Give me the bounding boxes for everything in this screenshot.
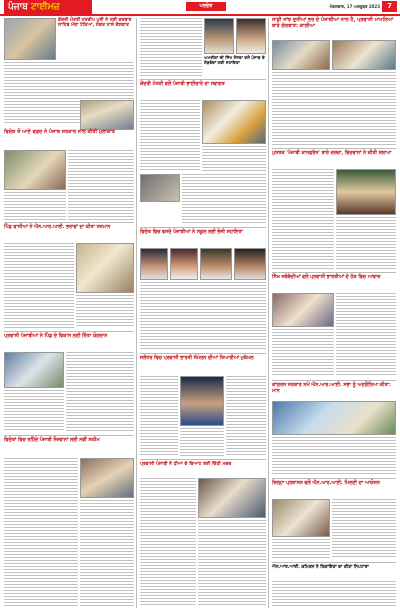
headline: ਪ੍ਰਵਾਸੀ ਪੰਜਾਬੀਆਂ ਨੇ ਪਿੰਡ ਦੇ ਵਿਕਾਸ ਲਈ ਦਿੱਤਾ ਯੋਗਦਾਨ bbox=[4, 334, 108, 339]
masthead bbox=[0, 0, 400, 14]
story-photo bbox=[80, 458, 134, 498]
story-photo bbox=[4, 150, 66, 190]
portrait-photo bbox=[200, 248, 232, 280]
story-photo bbox=[198, 478, 266, 518]
article-body bbox=[4, 458, 78, 606]
story-divider bbox=[272, 478, 396, 479]
portrait-photo bbox=[170, 248, 198, 280]
article-body bbox=[332, 499, 396, 559]
section-label: ਪਰਦੇਸ਼ bbox=[186, 2, 226, 11]
portrait-photo bbox=[236, 18, 266, 54]
story-divider bbox=[272, 380, 396, 381]
headline: ਵਿਦੇਸ਼ ਤੋਂ ਆਏ ਵਫ਼ਦ ਨੇ ਪੰਜਾਬ ਸਰਕਾਰ ਨਾਲ ਕੀਤੀ ਮੁਲਾਕਾਤ bbox=[4, 129, 115, 135]
headline: ਕੇਂਦਰੀ ਮੰਤਰੀ ਹਰਦੀਪ ਪੁਰੀ ਨੇ ਸ੍ਰੀ ਦਰਬਾਰ ਸਾਹਿਬ ਮੱਥਾ ਟੇਕਿਆ, ਸੰਗਤ ਨਾਲ ਗੱਲਬਾਤ bbox=[58, 18, 132, 29]
article-body bbox=[272, 539, 330, 559]
article-body bbox=[336, 217, 396, 269]
story-divider bbox=[140, 353, 266, 354]
headline: ਅਮਰੀਕਾ ਦੀ ਸਿੱਖ ਸੰਸਥਾ ਵਲੋਂ ਪੰਜਾਬ ਦੇ ਲੋੜਵੰਦਾਂ ਲਈ ਸਹਾਇਤਾ bbox=[204, 55, 265, 65]
story-photo bbox=[272, 40, 330, 70]
portrait-photo bbox=[234, 248, 266, 280]
article-body bbox=[4, 192, 66, 220]
column-divider bbox=[268, 18, 269, 608]
story-photo bbox=[4, 352, 64, 388]
story-photo bbox=[272, 401, 396, 435]
headline: ਪੁਸਤਕ 'ਪੰਜਾਬੀ ਕਾਨਫ਼ਰੰਸ' ਬਾਰੇ ਚਰਚਾ, ਵਿਦਵਾਨਾਂ ਨੇ ਕੀਤੀ ਸ਼ਲਾਘਾ bbox=[272, 151, 392, 156]
headline: ਪ੍ਰਵਾਸੀ ਪੰਜਾਬੀ ਨੇ ਧੀਆਂ ਦੇ ਵਿਆਹ ਲਈ ਦਿੱਤੀ ਮਦਦ bbox=[140, 462, 232, 467]
story-photo bbox=[272, 499, 330, 537]
story-divider bbox=[272, 562, 396, 563]
headline: ਸਿੱਖ ਜਥੇਬੰਦੀਆਂ ਵਲੋਂ ਪ੍ਰਵਾਸੀ ਭਾਰਤੀਆਂ ਦੇ ਹੱਕ ਵਿਚ ਆਵਾਜ਼ bbox=[272, 275, 381, 280]
article-body bbox=[4, 243, 74, 328]
story-divider bbox=[4, 435, 134, 436]
headline: ਜ਼ਿਲ੍ਹਾ ਪ੍ਰਸ਼ਾਸਨ ਵਲੋਂ ਐਨ.ਆਰ.ਆਈ. ਮਿਲਣੀ ਦਾ ਆਯੋਜਨ bbox=[272, 481, 380, 486]
story-divider bbox=[140, 227, 266, 228]
headline: ਕੇਂਦਰੀ ਮੰਤਰੀ ਵਲੋਂ ਪੰਜਾਬੀ ਭਾਈਚਾਰੇ ਦਾ ਸਵਾਗਤ bbox=[140, 82, 225, 87]
story-photo bbox=[80, 100, 134, 130]
headline: ਕਾਂਗਰਸ ਸਰਕਾਰ ਸਮੇਂ ਐਨ.ਆਰ.ਆਈ. ਸਭਾ ਨੂੰ ਅਣਗੌਲਿਆ ਕੀਤਾ: ਮਾਨ bbox=[272, 383, 391, 394]
story-divider bbox=[272, 272, 396, 273]
article-body bbox=[140, 282, 266, 350]
story-photo bbox=[140, 174, 180, 202]
portrait-photo bbox=[204, 18, 234, 54]
article-body bbox=[202, 146, 266, 172]
article-body bbox=[272, 581, 396, 606]
story-photo bbox=[4, 18, 56, 60]
article-body bbox=[198, 520, 266, 606]
column-divider bbox=[136, 18, 137, 608]
article-body bbox=[140, 100, 200, 172]
newspaper-logo bbox=[4, 0, 92, 14]
article-body bbox=[272, 72, 396, 146]
story-divider bbox=[4, 222, 134, 223]
article-body bbox=[272, 329, 334, 377]
article-body bbox=[180, 428, 224, 456]
headline: ਵਿਦੇਸ਼ ਵਿਚ ਵਸਦੇ ਪੰਜਾਬੀਆਂ ਨੇ ਸਕੂਲ ਲਈ ਭੇਜੀ ਸਹਾਇਤਾ bbox=[140, 230, 243, 235]
brand-part1: ਪੰਜਾਬ bbox=[8, 2, 28, 12]
page-number: 7 bbox=[382, 1, 397, 12]
story-divider bbox=[4, 331, 134, 332]
brand-part2: ਟਾਈਮਜ਼ bbox=[31, 2, 60, 12]
story-photo bbox=[76, 243, 134, 293]
article-body bbox=[140, 18, 202, 76]
dateline: ਮੰਗਲਵਾਰ, 17 ਅਕਤੂਬਰ 2023 bbox=[329, 4, 380, 9]
headline: ਜਲੰਧਰ ਵਿਚ ਪ੍ਰਵਾਸੀ ਭਾਰਤੀ ਸੰਮੇਲਨ ਦੀਆਂ ਤਿਆਰੀਆਂ ਮੁਕੰਮਲ bbox=[140, 356, 254, 361]
story-divider bbox=[140, 79, 266, 80]
story-photo bbox=[272, 293, 334, 327]
story-divider bbox=[140, 459, 266, 460]
article-body bbox=[68, 150, 134, 220]
headline: ਪਿੰਡ ਵਾਸੀਆਂ ਨੇ ਐਨ.ਆਰ.ਆਈ. ਭਰਾਵਾਂ ਦਾ ਕੀਤਾ ਸਨਮਾਨ bbox=[4, 225, 111, 230]
article-body bbox=[4, 390, 64, 432]
article-body bbox=[66, 352, 134, 432]
article-body bbox=[226, 376, 266, 456]
article-body bbox=[272, 437, 396, 475]
headline: ਵਿਦੇਸ਼ਾਂ ਵਿਚ ਰਹਿੰਦੇ ਪੰਜਾਬੀ ਨੌਜਵਾਨਾਂ ਲਈ ਨਵੀਂ ਸਕੀਮ bbox=[4, 438, 100, 443]
story-photo bbox=[202, 100, 266, 144]
article-body bbox=[80, 500, 134, 606]
headline: ਸਾਡੀ ਸਾਂਝ ਦੁਨੀਆਂ ਭਰ ਦੇ ਪੰਜਾਬੀਆਂ ਨਾਲ ਹੈ, ਪ੍ਰਵਾਸੀ ਮਾਮਲਿਆਂ ਬਾਰੇ ਗੱਲਬਾਤ: ਕਾਲੀਆ bbox=[272, 17, 394, 29]
article-body bbox=[336, 293, 396, 377]
article-body bbox=[140, 478, 196, 606]
article-body bbox=[140, 376, 178, 456]
article-body bbox=[76, 295, 134, 328]
portrait-photo bbox=[180, 376, 224, 426]
story-photo bbox=[336, 169, 396, 215]
masthead-rule bbox=[0, 14, 400, 16]
headline: ਐਨ.ਆਰ.ਆਈ. ਕਮਿਸ਼ਨ ਨੇ ਸ਼ਿਕਾਇਤਾਂ ਦਾ ਕੀਤਾ ਨਿਪਟਾਰਾ bbox=[272, 565, 369, 570]
story-divider bbox=[272, 148, 396, 149]
portrait-photo bbox=[140, 248, 168, 280]
article-body bbox=[272, 169, 334, 269]
story-photo bbox=[332, 40, 396, 70]
article-body bbox=[182, 174, 266, 224]
